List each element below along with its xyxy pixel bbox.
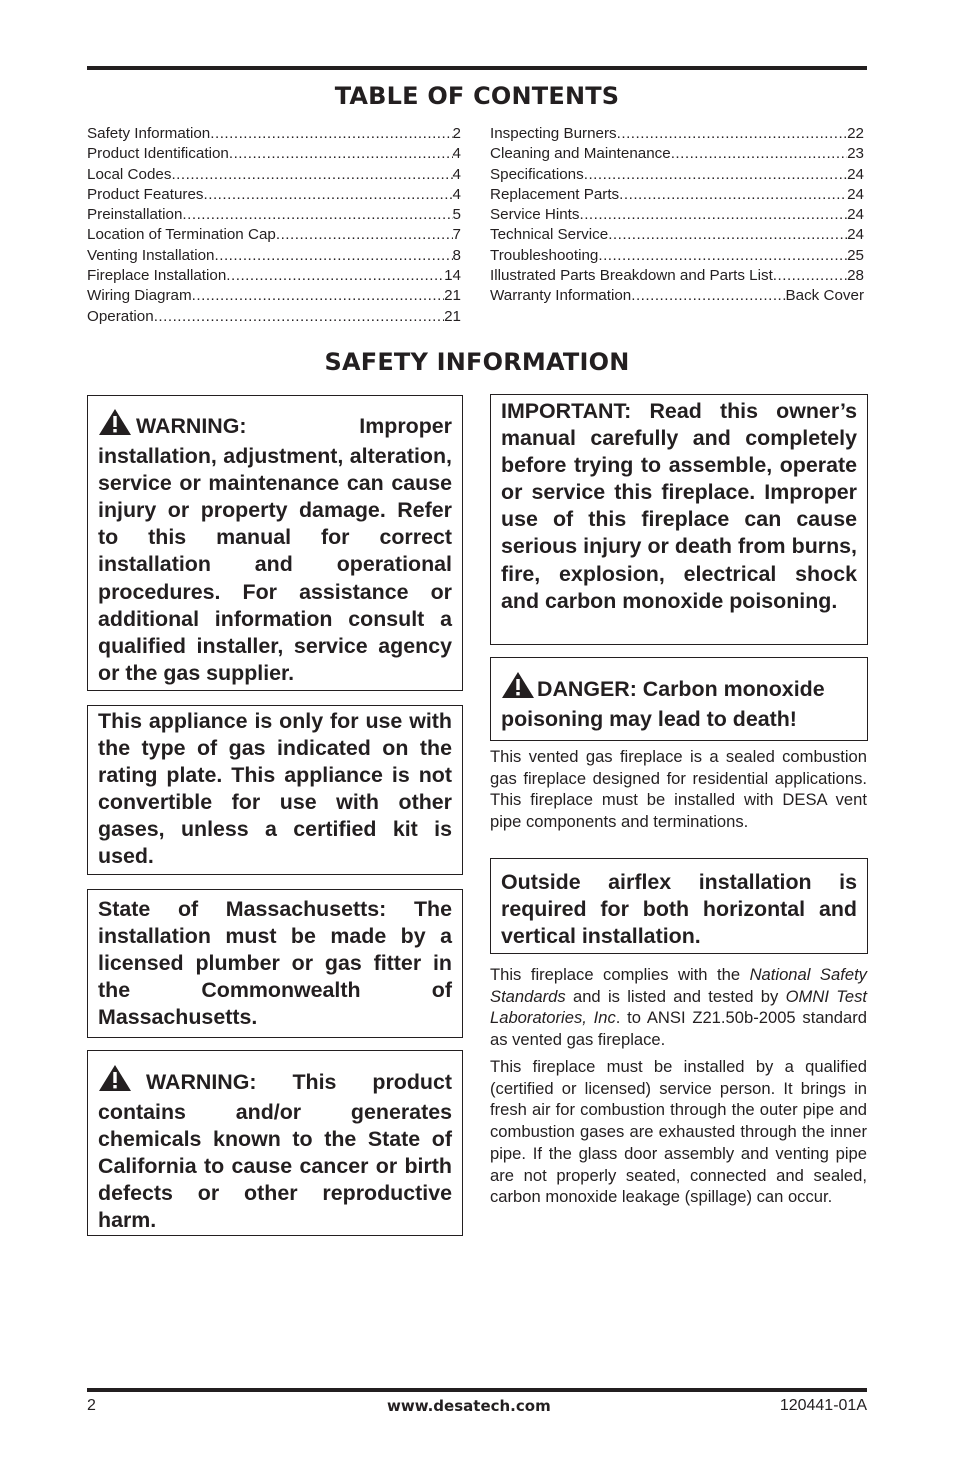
complies-text-1: This fireplace complies with the bbox=[490, 965, 750, 984]
toc-entry[interactable] bbox=[490, 246, 864, 266]
toc-leader-dots bbox=[226, 266, 444, 286]
toc-entry-label: Cleaning and Maintenance bbox=[490, 145, 671, 163]
toc-entry-label: Warranty Information bbox=[490, 287, 632, 305]
toc-entry[interactable] bbox=[87, 246, 461, 266]
toc-entry-page: 23 bbox=[847, 145, 864, 163]
toc-leader-dots bbox=[608, 225, 847, 245]
toc-entry-label: Service Hints bbox=[490, 206, 580, 224]
safety-title: SAFETY INFORMATION bbox=[324, 348, 630, 376]
toc-entry[interactable] bbox=[87, 144, 461, 164]
toc-entry-label: Local Codes bbox=[87, 165, 172, 183]
bottom-rule bbox=[87, 1388, 867, 1392]
warning-california-text: WARNING: This product contains and/or generates chemicals known to the State of California to cause cancer or birth defects or other reproductive harm. bbox=[98, 1070, 452, 1233]
toc-entry-label: Inspecting Burners bbox=[490, 125, 617, 142]
toc-entry[interactable] bbox=[87, 225, 461, 245]
important-text: IMPORTANT: Read this owner’s manual carefully and completely before trying to assemble, operate or service this fireplace. Improper use of this fireplace can cause serious injury or death from burns, fire, explosion, electrical shock and carbon monoxide poisoning. bbox=[501, 399, 857, 613]
toc-entry[interactable] bbox=[490, 144, 864, 164]
toc-entry[interactable] bbox=[490, 225, 864, 245]
toc-entry[interactable] bbox=[87, 185, 461, 205]
toc-leader-dots bbox=[276, 225, 453, 245]
top-rule bbox=[87, 66, 867, 70]
toc-entry-label: Venting Installation bbox=[87, 246, 215, 264]
complies-text-3: . to ANSI Z21.50b-2005 standard as vented gas fireplace. bbox=[490, 1008, 867, 1050]
massachusetts-box bbox=[87, 889, 463, 1038]
toc-entry-label: Fireplace Installation bbox=[87, 267, 227, 285]
toc-entry-label: Operation bbox=[87, 307, 154, 325]
toc-entry-page: 4 bbox=[452, 165, 461, 183]
toc-entry-label: Product Identification bbox=[87, 145, 229, 163]
toc-entry-page: 28 bbox=[847, 267, 864, 285]
toc-entry[interactable] bbox=[87, 266, 461, 286]
toc-leader-dots bbox=[229, 144, 453, 164]
toc-leader-dots bbox=[773, 266, 847, 286]
toc-leader-dots bbox=[204, 185, 453, 205]
warning-triangle-icon bbox=[98, 408, 132, 443]
danger-text: DANGER: Carbon monoxide poisoning may lead to death! bbox=[501, 677, 825, 732]
toc-entry-page: 24 bbox=[847, 185, 864, 203]
toc-leader-dots bbox=[192, 286, 444, 306]
toc-entry-label: Product Features bbox=[87, 185, 204, 203]
complies-text-2: and is listed and tested by bbox=[565, 986, 786, 1006]
massachusetts-text: State of Massachusetts: The installation must be made by a licensed plumber or gas fitter in the Commonwealth of Massachusetts. bbox=[98, 897, 452, 1030]
toc-entry-page: 8 bbox=[452, 246, 461, 264]
document-number: 120441-01A bbox=[779, 1397, 867, 1414]
toc-entry[interactable] bbox=[87, 286, 461, 306]
toc-leader-dots bbox=[171, 165, 452, 185]
toc-leader-dots bbox=[182, 205, 452, 225]
toc-leader-dots bbox=[598, 246, 847, 266]
airflex-box bbox=[490, 858, 868, 954]
toc-leader-dots bbox=[215, 246, 453, 266]
toc-entry-page: 5 bbox=[452, 206, 461, 224]
toc-entry-page: 21 bbox=[444, 307, 461, 325]
toc-entry-page: 24 bbox=[847, 206, 864, 224]
toc-leader-dots bbox=[631, 286, 785, 306]
toc-entry[interactable] bbox=[490, 185, 864, 205]
complies-standard: National Safety Standards bbox=[490, 965, 867, 1006]
toc-entry-page: 21 bbox=[444, 287, 461, 305]
toc-leader-dots bbox=[617, 124, 847, 144]
toc-entry-page: 4 bbox=[452, 145, 461, 163]
toc-entry-page: 4 bbox=[452, 185, 461, 203]
toc-leader-dots bbox=[671, 144, 847, 164]
toc-entry[interactable] bbox=[87, 124, 461, 144]
toc-entry-label: Replacement Parts bbox=[490, 185, 620, 203]
toc-entry[interactable] bbox=[490, 205, 864, 225]
website-url[interactable]: www.desatech.com bbox=[387, 1397, 551, 1415]
page-number: 2 bbox=[87, 1397, 96, 1414]
toc-entry-label: Technical Service bbox=[490, 226, 609, 244]
complies-lab: OMNI Test Laboratories, Inc bbox=[490, 986, 867, 1028]
toc-entry-page: 2 bbox=[452, 125, 461, 142]
complies-paragraph bbox=[490, 964, 867, 1051]
toc-entry-page: 24 bbox=[847, 226, 864, 244]
appliance-gas-box bbox=[87, 705, 463, 875]
toc-entry-page: 7 bbox=[452, 226, 461, 244]
warning-installation-text: WARNING: Improper installation, adjustment, alteration, service or maintenance can cause injury or property damage. Refer to this manual for correct installation and operational procedures. For assistance or additional information consult a qualified installer, service agency or the gas supplier. bbox=[98, 414, 452, 685]
toc-left-column bbox=[87, 124, 461, 327]
toc-entry-page: Back Cover bbox=[785, 287, 864, 305]
toc-leader-dots bbox=[619, 185, 847, 205]
toc-leader-dots bbox=[210, 124, 452, 144]
toc-entry[interactable] bbox=[87, 165, 461, 185]
warning-installation-box bbox=[87, 395, 463, 691]
appliance-gas-text: This appliance is only for use with the type of gas indicated on the rating plate. This appliance is not convertible for use with other gases, unless a certified kit is used. bbox=[98, 709, 452, 869]
toc-right-column bbox=[490, 124, 864, 307]
toc-entry-label: Safety Information bbox=[87, 125, 211, 142]
toc-entry-label: Troubleshooting bbox=[490, 246, 599, 264]
toc-entry[interactable] bbox=[490, 266, 864, 286]
toc-entry-label: Illustrated Parts Breakdown and Parts List bbox=[490, 267, 773, 285]
toc-leader-dots bbox=[579, 205, 847, 225]
toc-entry[interactable] bbox=[87, 307, 461, 327]
toc-leader-dots bbox=[154, 307, 444, 327]
toc-entry-page: 14 bbox=[444, 267, 461, 285]
toc-entry-label: Wiring Diagram bbox=[87, 287, 192, 305]
toc-entry[interactable] bbox=[490, 286, 864, 306]
qualified-installer-paragraph: This fireplace must be installed by a qualified (certified or licensed) service person. It brings in fresh air for combustion through the outer pipe and combustion gases are exhausted through the inner pipe. If the glass door assembly and venting pipe are not properly seated, connected and sealed, carbon monoxide leakage (spillage) can occur. bbox=[490, 1057, 867, 1207]
warning-triangle-icon bbox=[98, 1064, 132, 1099]
toc-entry[interactable] bbox=[490, 124, 864, 144]
toc-entry[interactable] bbox=[490, 165, 864, 185]
toc-entry-label: Specifications bbox=[490, 165, 584, 183]
toc-entry-label: Location of Termination Cap bbox=[87, 226, 276, 244]
toc-entry-page: 22 bbox=[847, 125, 864, 142]
toc-entry[interactable] bbox=[87, 205, 461, 225]
vented-fireplace-paragraph: This vented gas fireplace is a sealed combustion gas fireplace designed for residential applications. This fireplace must be installed with DESA vent pipe components and terminations. bbox=[490, 747, 867, 832]
warning-triangle-icon bbox=[501, 671, 535, 706]
toc-entry-page: 25 bbox=[847, 246, 864, 264]
toc-entry-page: 24 bbox=[847, 165, 864, 183]
toc-title: TABLE OF CONTENTS bbox=[334, 82, 620, 110]
airflex-text: Outside airflex installation is required for both horizontal and vertical installation. bbox=[501, 870, 857, 949]
important-box bbox=[490, 394, 868, 645]
toc-entry-label: Preinstallation bbox=[87, 206, 183, 224]
warning-california-box bbox=[87, 1050, 463, 1236]
toc-leader-dots bbox=[584, 165, 847, 185]
danger-box bbox=[490, 657, 868, 741]
